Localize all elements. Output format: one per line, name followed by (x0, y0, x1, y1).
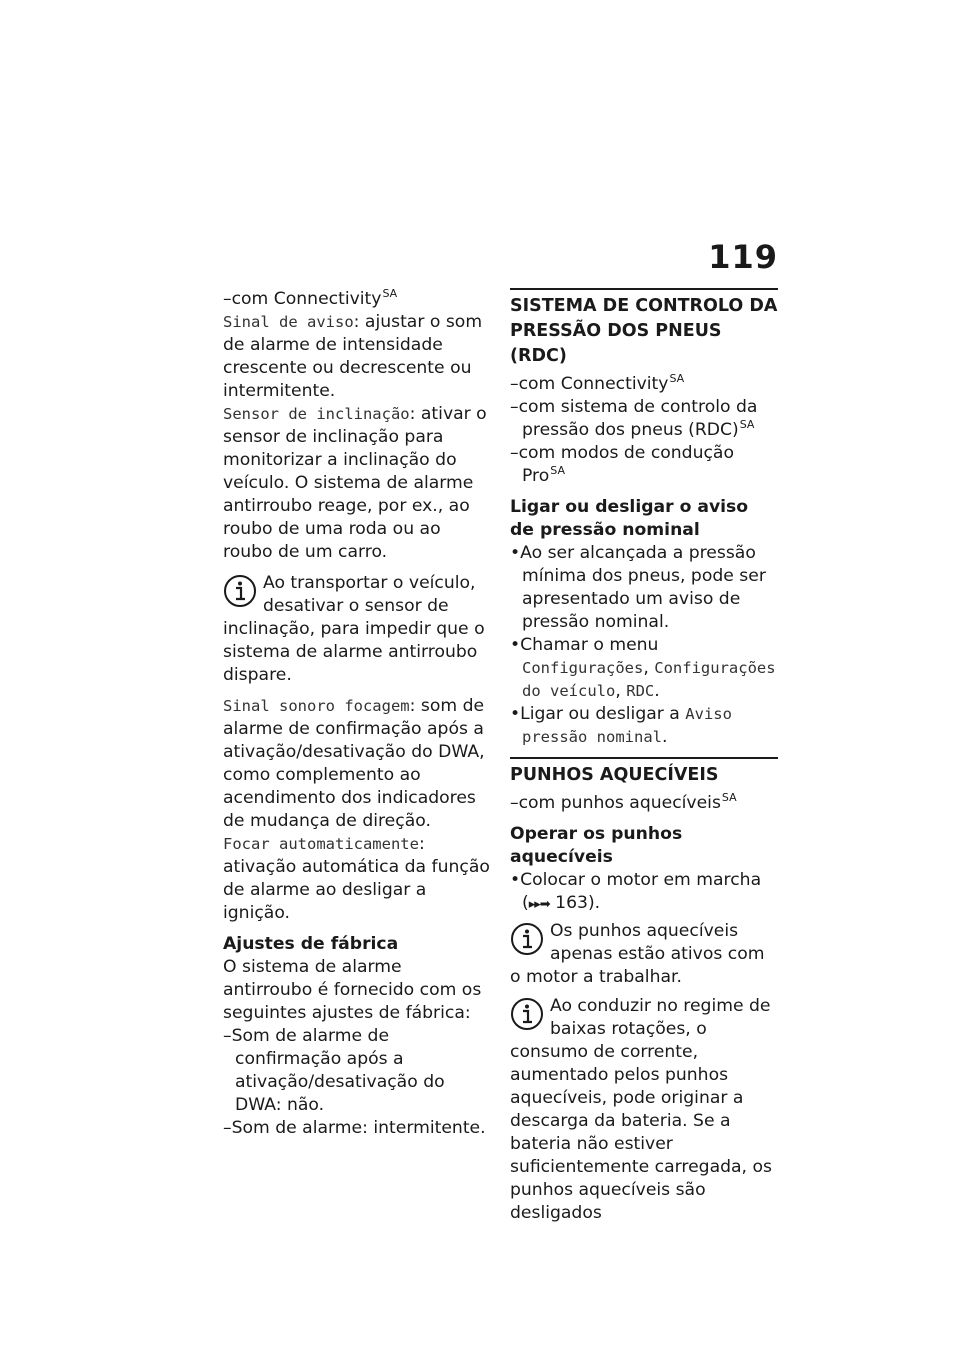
bullet-item: •Ao ser alcançada a pressão mínima dos pneus, pode ser apresentado um aviso de pressão nominal. (510, 543, 766, 632)
info-icon (510, 997, 544, 1031)
info-note: Ao transportar o veículo, desativar o sensor de inclinação, para impedir que o sistema de alarme antirroubo dispare. (223, 573, 485, 685)
heading-factory-settings: Ajustes de fábrica (223, 934, 399, 954)
heading-rdc: SISTEMA DE CONTROLO DA PRESSÃO DOS PNEUS (RDC) (510, 288, 778, 369)
page-ref-arrow-icon: ▸▸➡ (528, 897, 550, 912)
setting-auto-arm: Focar automaticamente: ativação automática da função de alarme ao desligar a ignição. (223, 834, 490, 923)
info-icon (223, 574, 257, 608)
equipment-item: –com Connectivity$^{SA}$ (223, 287, 398, 309)
info-note: Os punhos aquecíveis apenas estão ativos com o motor a trabalhar. (510, 921, 765, 987)
heading-pressure-warning: Ligar ou desligar o aviso de pressão nominal (510, 497, 749, 540)
equipment-item: –com modos de condução Pro$^{SA}$ (510, 443, 734, 486)
factory-text: O sistema de alarme antirroubo é fornecido com os seguintes ajustes de fábrica: (223, 957, 482, 1023)
page-ref[interactable]: 163 (555, 893, 588, 913)
page-number: 119 (708, 238, 778, 276)
heading-operate-grips: Operar os punhos aquecíveis (510, 824, 683, 867)
right-column (510, 288, 778, 1225)
heading-heated-grips: PUNHOS AQUECÍVEIS (510, 757, 778, 788)
factory-item: –Som de alarme: intermitente. (223, 1118, 486, 1138)
factory-item: –Som de alarme de confirmação após a ativação/desativação do DWA: não. (223, 1026, 445, 1115)
bullet-item: •Chamar o menu Configurações, Configurações do veículo, RDC. (510, 635, 776, 701)
left-column (223, 288, 491, 1140)
equipment-item: –com sistema de controlo da pressão dos pneus (RDC)$^{SA}$ (510, 397, 758, 440)
setting-tilt-sensor: Sensor de inclinação: ativar o sensor de inclinação para monitorizar a inclinação do veículo. O sistema de alarme antirroubo reage, por ex., ao roubo de uma roda ou ao roubo de um carro. (223, 404, 487, 562)
bullet-item: •Ligar ou desligar a Aviso pressão nominal. (510, 704, 732, 747)
setting-acoustic-signal: Sinal sonoro focagem: som de alarme de confirmação após a ativação/desativação do DWA, como complemento ao acendimento dos indicadores de mudança de direção. (223, 696, 485, 831)
equipment-item: –com punhos aquecíveis$^{SA}$ (510, 791, 737, 813)
equipment-item: –com Connectivity$^{SA}$ (510, 372, 685, 394)
info-note: Ao conduzir no regime de baixas rotações, o consumo de corrente, aumentado pelos punhos aquecíveis, pode originar a descarga da bateria. Se a bateria não estiver suficientemente carregada, os punhos aquecíveis são desligados (510, 996, 772, 1223)
setting-warning-signal: Sinal de aviso: ajustar o som de alarme de intensidade crescente ou decrescente ou intermitente. (223, 312, 483, 401)
info-icon (510, 922, 544, 956)
bullet-item: •Colocar o motor em marcha (▸▸➡ 163). (510, 870, 762, 913)
